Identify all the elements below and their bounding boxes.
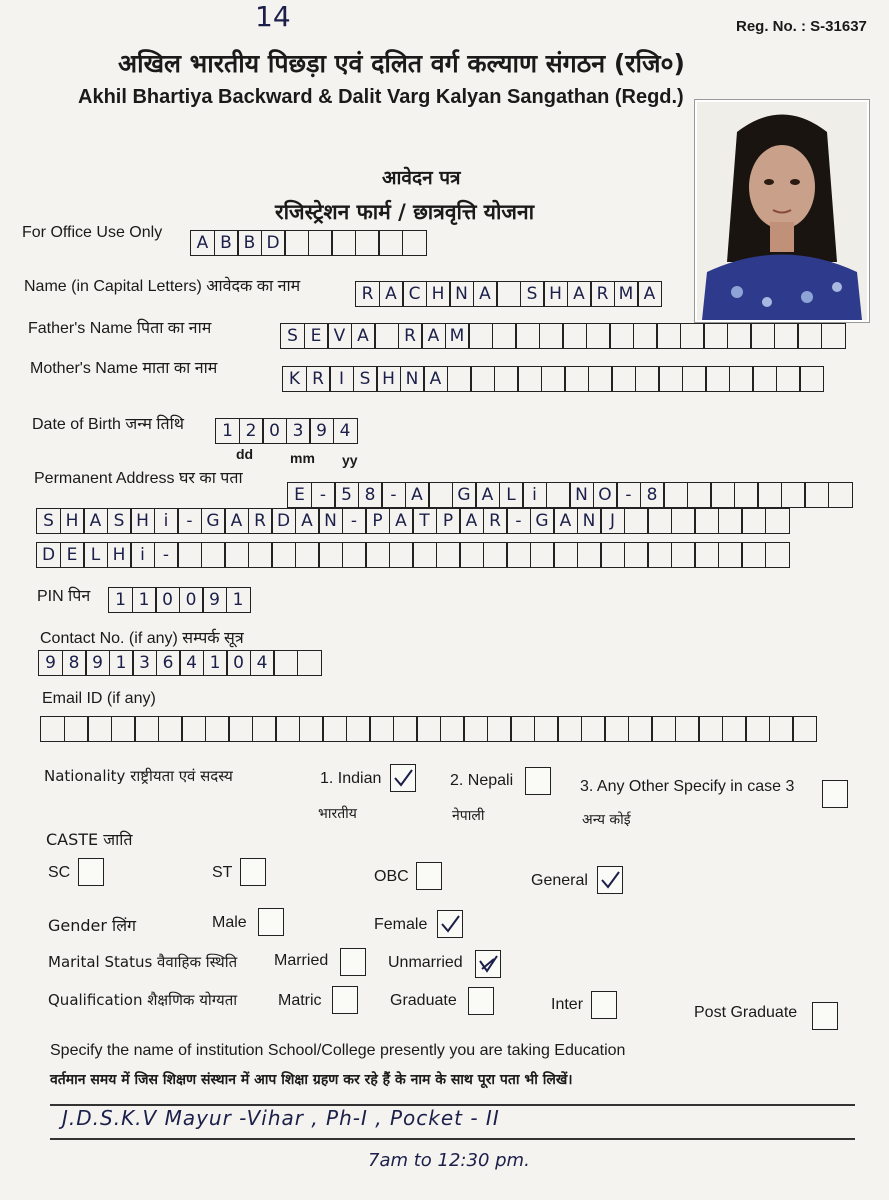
character-cell[interactable] xyxy=(365,542,390,568)
character-cell[interactable]: R xyxy=(355,281,380,307)
marital-married-label: Married xyxy=(274,952,329,969)
institution-timing-value[interactable]: 7am to 12:30 pm. xyxy=(368,1150,530,1171)
character-cell[interactable] xyxy=(322,716,347,742)
character-cell[interactable]: S xyxy=(520,281,545,307)
nationality-nepali-hindi: नेपाली xyxy=(452,808,485,824)
top-handwritten-mark: 14 xyxy=(255,0,291,33)
organization-name-english: Akhil Bhartiya Backward & Dalit Varg Kalyan Sangathan (Regd.) xyxy=(78,86,684,108)
character-cell[interactable] xyxy=(757,482,782,508)
character-cell[interactable]: 4 xyxy=(333,418,358,444)
character-cell[interactable]: A xyxy=(379,281,404,307)
character-cell[interactable]: A xyxy=(459,508,484,534)
qualification-label: Qualification शैक्षणिक योग्यता xyxy=(48,991,238,1009)
character-cell[interactable]: H xyxy=(130,508,155,534)
character-cell[interactable] xyxy=(727,323,752,349)
character-cell[interactable]: 8 xyxy=(62,650,87,676)
caste-sc-checkbox[interactable] xyxy=(78,858,104,886)
character-cell[interactable]: V xyxy=(327,323,352,349)
nationality-nepali-label: 2. Nepali xyxy=(450,772,514,789)
character-cell[interactable] xyxy=(440,716,465,742)
character-cell[interactable] xyxy=(492,323,517,349)
character-cell[interactable] xyxy=(718,508,743,534)
character-cell[interactable]: D xyxy=(36,542,61,568)
gender-male-label: Male xyxy=(212,914,247,931)
character-cell[interactable] xyxy=(87,716,112,742)
address-line-1-grid[interactable] xyxy=(287,482,851,508)
character-cell[interactable] xyxy=(600,542,625,568)
character-cell[interactable] xyxy=(663,482,688,508)
character-cell[interactable] xyxy=(346,716,371,742)
character-cell[interactable]: 1 xyxy=(132,587,157,613)
character-cell[interactable] xyxy=(470,366,495,392)
checkmark-icon xyxy=(600,871,620,889)
character-cell[interactable] xyxy=(515,323,540,349)
character-cell[interactable]: i xyxy=(130,542,155,568)
character-cell[interactable] xyxy=(741,508,766,534)
character-cell[interactable] xyxy=(647,542,672,568)
dob-mm-caption: mm xyxy=(290,450,315,466)
character-cell[interactable] xyxy=(821,323,846,349)
character-cell[interactable] xyxy=(299,716,324,742)
character-cell[interactable] xyxy=(611,366,636,392)
character-cell[interactable] xyxy=(374,323,399,349)
character-cell[interactable]: A xyxy=(224,508,249,534)
mother-name-grid[interactable] xyxy=(282,366,823,392)
character-cell[interactable] xyxy=(765,508,790,534)
character-cell[interactable] xyxy=(201,542,226,568)
address-line-3-grid[interactable] xyxy=(36,542,788,568)
character-cell[interactable]: 3 xyxy=(132,650,157,676)
marital-unmarried-label: Unmarried xyxy=(388,954,463,971)
character-cell[interactable] xyxy=(604,716,629,742)
character-cell[interactable]: - xyxy=(342,508,367,534)
character-cell[interactable]: 5 xyxy=(334,482,359,508)
character-cell[interactable] xyxy=(181,716,206,742)
qualification-matric-label: Matric xyxy=(278,992,322,1009)
character-cell[interactable]: 1 xyxy=(108,587,133,613)
character-cell[interactable]: C xyxy=(402,281,427,307)
character-cell[interactable] xyxy=(534,716,559,742)
character-cell[interactable]: B xyxy=(214,230,239,256)
character-cell[interactable] xyxy=(496,281,521,307)
character-cell[interactable] xyxy=(271,542,296,568)
nationality-indian-checkbox[interactable] xyxy=(390,764,416,792)
character-cell[interactable]: 6 xyxy=(156,650,181,676)
character-cell[interactable]: P xyxy=(365,508,390,534)
qualification-inter-label: Inter xyxy=(551,996,584,1013)
character-cell[interactable] xyxy=(671,542,696,568)
checkmark-icon xyxy=(440,915,460,933)
organization-name-hindi: अखिल भारतीय पिछड़ा एवं दलित वर्ग कल्याण संगठन (रजि०) xyxy=(118,49,685,78)
character-cell[interactable]: 4 xyxy=(179,650,204,676)
character-cell[interactable] xyxy=(694,542,719,568)
character-cell[interactable]: - xyxy=(381,482,406,508)
character-cell[interactable] xyxy=(675,716,700,742)
father-name-label: Father's Name पिता का नाम xyxy=(28,320,212,337)
character-cell[interactable]: P xyxy=(436,508,461,534)
registration-number: Reg. No. : S-31637 xyxy=(736,18,867,35)
character-cell[interactable]: S xyxy=(353,366,378,392)
character-cell[interactable] xyxy=(792,716,817,742)
character-cell[interactable] xyxy=(402,230,427,256)
character-cell[interactable]: 0 xyxy=(226,650,251,676)
character-cell[interactable]: M xyxy=(614,281,639,307)
character-cell[interactable]: A xyxy=(423,366,448,392)
qualification-graduate-label: Graduate xyxy=(390,992,457,1009)
character-cell[interactable] xyxy=(635,366,660,392)
character-cell[interactable] xyxy=(506,542,531,568)
email-label: Email ID (if any) xyxy=(42,690,156,707)
character-cell[interactable]: H xyxy=(376,366,401,392)
character-cell[interactable]: 8 xyxy=(358,482,383,508)
caste-general-label: General xyxy=(531,872,588,889)
character-cell[interactable]: - xyxy=(311,482,336,508)
character-cell[interactable] xyxy=(671,508,696,534)
character-cell[interactable]: S xyxy=(280,323,305,349)
qualification-post-graduate-label: Post Graduate xyxy=(694,1004,798,1021)
character-cell[interactable] xyxy=(487,716,512,742)
character-cell[interactable] xyxy=(752,366,777,392)
character-cell[interactable]: A xyxy=(190,230,215,256)
character-cell[interactable] xyxy=(828,482,853,508)
character-cell[interactable] xyxy=(687,482,712,508)
caste-general-checkbox[interactable] xyxy=(597,866,623,894)
character-cell[interactable] xyxy=(273,650,298,676)
character-cell[interactable] xyxy=(295,542,320,568)
character-cell[interactable] xyxy=(562,323,587,349)
character-cell[interactable] xyxy=(609,323,634,349)
mother-name-label: Mother's Name माता का नाम xyxy=(30,360,218,377)
nationality-other-checkbox[interactable] xyxy=(822,780,848,808)
character-cell[interactable] xyxy=(436,542,461,568)
character-cell[interactable] xyxy=(510,716,535,742)
character-cell[interactable] xyxy=(718,542,743,568)
form-subtitle: रजिस्ट्रेशन फार्म / छात्रवृत्ति योजना xyxy=(275,200,535,224)
character-cell[interactable] xyxy=(158,716,183,742)
character-cell[interactable]: 9 xyxy=(38,650,63,676)
character-cell[interactable]: T xyxy=(412,508,437,534)
character-cell[interactable] xyxy=(64,716,89,742)
character-cell[interactable]: A xyxy=(553,508,578,534)
character-cell[interactable] xyxy=(177,542,202,568)
character-cell[interactable]: B xyxy=(237,230,262,256)
gender-label: Gender लिंग xyxy=(48,916,137,935)
address-line-2-grid[interactable] xyxy=(36,508,788,534)
character-cell[interactable]: 0 xyxy=(179,587,204,613)
character-cell[interactable] xyxy=(331,230,356,256)
character-cell[interactable]: A xyxy=(473,281,498,307)
character-cell[interactable]: - xyxy=(177,508,202,534)
form-title: आवेदन पत्र xyxy=(382,167,461,189)
dob-label: Date of Birth जन्म तिथि xyxy=(32,416,184,433)
character-cell[interactable]: - xyxy=(616,482,641,508)
gender-female-checkbox[interactable] xyxy=(437,910,463,938)
character-cell[interactable]: R xyxy=(398,323,423,349)
caste-sc-label: SC xyxy=(48,864,71,881)
character-cell[interactable] xyxy=(111,716,136,742)
character-cell[interactable] xyxy=(459,542,484,568)
dob-grid[interactable] xyxy=(215,418,356,444)
institution-label-english: Specify the name of institution School/College presently you are taking Education xyxy=(50,1042,626,1059)
character-cell[interactable]: N xyxy=(449,281,474,307)
caste-st-checkbox[interactable] xyxy=(240,858,266,886)
character-cell[interactable] xyxy=(369,716,394,742)
character-cell[interactable]: G xyxy=(452,482,477,508)
institution-line-bottom xyxy=(50,1138,855,1140)
character-cell[interactable]: A xyxy=(295,508,320,534)
dob-dd-caption: dd xyxy=(236,446,254,462)
character-cell[interactable]: 2 xyxy=(239,418,264,444)
character-cell[interactable] xyxy=(275,716,300,742)
character-cell[interactable] xyxy=(342,542,367,568)
character-cell[interactable] xyxy=(633,323,658,349)
character-cell[interactable] xyxy=(205,716,230,742)
character-cell[interactable]: H xyxy=(543,281,568,307)
contact-grid[interactable] xyxy=(38,650,320,676)
character-cell[interactable] xyxy=(703,323,728,349)
character-cell[interactable] xyxy=(228,716,253,742)
character-cell[interactable] xyxy=(750,323,775,349)
nationality-other-label: 3. Any Other Specify in case 3 xyxy=(580,778,795,795)
character-cell[interactable] xyxy=(799,366,824,392)
qualification-inter-checkbox[interactable] xyxy=(591,991,617,1019)
character-cell[interactable] xyxy=(651,716,676,742)
office-use-label: For Office Use Only xyxy=(22,224,163,241)
character-cell[interactable] xyxy=(248,542,273,568)
character-cell[interactable] xyxy=(682,366,707,392)
character-cell[interactable] xyxy=(494,366,519,392)
character-cell[interactable] xyxy=(564,366,589,392)
character-cell[interactable] xyxy=(781,482,806,508)
marital-label: Marital Status वैवाहिक स्थिति xyxy=(48,953,238,971)
character-cell[interactable] xyxy=(393,716,418,742)
character-cell[interactable] xyxy=(428,482,453,508)
character-cell[interactable] xyxy=(468,323,493,349)
character-cell[interactable]: 4 xyxy=(250,650,275,676)
qualification-post-graduate-checkbox[interactable] xyxy=(812,1002,838,1030)
character-cell[interactable] xyxy=(581,716,606,742)
character-cell[interactable]: K xyxy=(282,366,307,392)
character-cell[interactable] xyxy=(588,366,613,392)
character-cell[interactable] xyxy=(628,716,653,742)
character-cell[interactable] xyxy=(705,366,730,392)
character-cell[interactable]: 0 xyxy=(155,587,180,613)
character-cell[interactable] xyxy=(734,482,759,508)
gender-male-checkbox[interactable] xyxy=(258,908,284,936)
qualification-graduate-checkbox[interactable] xyxy=(468,987,494,1015)
character-cell[interactable] xyxy=(710,482,735,508)
character-cell[interactable]: A xyxy=(421,323,446,349)
character-cell[interactable]: D xyxy=(261,230,286,256)
character-cell[interactable]: 1 xyxy=(109,650,134,676)
character-cell[interactable]: G xyxy=(530,508,555,534)
character-cell[interactable] xyxy=(797,323,822,349)
character-cell[interactable] xyxy=(577,542,602,568)
character-cell[interactable]: L xyxy=(499,482,524,508)
character-cell[interactable] xyxy=(389,542,414,568)
character-cell[interactable] xyxy=(318,542,343,568)
character-cell[interactable]: D xyxy=(271,508,296,534)
character-cell[interactable]: A xyxy=(389,508,414,534)
character-cell[interactable]: E xyxy=(287,482,312,508)
character-cell[interactable]: E xyxy=(60,542,85,568)
character-cell[interactable]: A xyxy=(83,508,108,534)
character-cell[interactable]: N xyxy=(577,508,602,534)
office-use-grid[interactable] xyxy=(190,230,425,256)
character-cell[interactable] xyxy=(586,323,611,349)
applicant-photo xyxy=(695,100,869,322)
character-cell[interactable]: S xyxy=(36,508,61,534)
checkmark-icon xyxy=(478,955,498,973)
character-cell[interactable]: O xyxy=(593,482,618,508)
character-cell[interactable]: E xyxy=(304,323,329,349)
character-cell[interactable] xyxy=(745,716,770,742)
character-cell[interactable]: N xyxy=(400,366,425,392)
character-cell[interactable]: A xyxy=(567,281,592,307)
character-cell[interactable]: 9 xyxy=(85,650,110,676)
character-cell[interactable] xyxy=(412,542,437,568)
character-cell[interactable]: A xyxy=(475,482,500,508)
marital-unmarried-checkbox[interactable] xyxy=(475,950,501,978)
character-cell[interactable]: H xyxy=(107,542,132,568)
character-cell[interactable]: - xyxy=(506,508,531,534)
pin-label: PIN पिन xyxy=(37,588,91,605)
character-cell[interactable]: 1 xyxy=(203,650,228,676)
character-cell[interactable] xyxy=(463,716,488,742)
character-cell[interactable] xyxy=(355,230,380,256)
character-cell[interactable]: i xyxy=(154,508,179,534)
qualification-matric-checkbox[interactable] xyxy=(332,986,358,1014)
character-cell[interactable] xyxy=(224,542,249,568)
character-cell[interactable] xyxy=(658,366,683,392)
character-cell[interactable]: 1 xyxy=(226,587,251,613)
character-cell[interactable]: J xyxy=(600,508,625,534)
character-cell[interactable] xyxy=(624,508,649,534)
character-cell[interactable]: H xyxy=(60,508,85,534)
character-cell[interactable] xyxy=(546,482,571,508)
character-cell[interactable] xyxy=(656,323,681,349)
character-cell[interactable]: S xyxy=(107,508,132,534)
character-cell[interactable]: A xyxy=(637,281,662,307)
nationality-indian-hindi: भारतीय xyxy=(318,806,357,822)
character-cell[interactable] xyxy=(297,650,322,676)
character-cell[interactable] xyxy=(541,366,566,392)
character-cell[interactable] xyxy=(680,323,705,349)
character-cell[interactable] xyxy=(741,542,766,568)
character-cell[interactable]: R xyxy=(483,508,508,534)
character-cell[interactable]: I xyxy=(329,366,354,392)
character-cell[interactable]: A xyxy=(405,482,430,508)
character-cell[interactable]: 1 xyxy=(215,418,240,444)
nationality-label: Nationality राष्ट्रीयता एवं सदस्य xyxy=(44,767,233,785)
character-cell[interactable] xyxy=(698,716,723,742)
contact-label: Contact No. (if any) सम्पर्क सूत्र xyxy=(40,630,244,647)
character-cell[interactable]: M xyxy=(445,323,470,349)
character-cell[interactable] xyxy=(722,716,747,742)
character-cell[interactable] xyxy=(517,366,542,392)
character-cell[interactable] xyxy=(539,323,564,349)
nationality-other-hindi: अन्य कोई xyxy=(582,812,631,828)
character-cell[interactable] xyxy=(483,542,508,568)
caste-obc-label: OBC xyxy=(374,868,409,885)
character-cell[interactable] xyxy=(134,716,159,742)
email-grid[interactable] xyxy=(40,716,816,742)
name-grid[interactable] xyxy=(355,281,661,307)
character-cell[interactable]: 3 xyxy=(286,418,311,444)
character-cell[interactable]: G xyxy=(201,508,226,534)
dob-yy-caption: yy xyxy=(342,452,358,468)
character-cell[interactable]: N xyxy=(569,482,594,508)
character-cell[interactable] xyxy=(530,542,555,568)
caste-obc-checkbox[interactable] xyxy=(416,862,442,890)
character-cell[interactable]: R xyxy=(248,508,273,534)
character-cell[interactable]: L xyxy=(83,542,108,568)
character-cell[interactable] xyxy=(729,366,754,392)
character-cell[interactable]: 9 xyxy=(309,418,334,444)
character-cell[interactable]: A xyxy=(351,323,376,349)
character-cell[interactable] xyxy=(308,230,333,256)
marital-married-checkbox[interactable] xyxy=(340,948,366,976)
character-cell[interactable] xyxy=(804,482,829,508)
address-label: Permanent Address घर का पता xyxy=(34,470,243,487)
character-cell[interactable] xyxy=(557,716,582,742)
name-label: Name (in Capital Letters) आवेदक का नाम xyxy=(24,278,301,295)
character-cell[interactable] xyxy=(647,508,672,534)
character-cell[interactable] xyxy=(40,716,65,742)
checkmark-icon xyxy=(393,769,413,787)
character-cell[interactable] xyxy=(252,716,277,742)
character-cell[interactable] xyxy=(765,542,790,568)
nationality-indian-label: 1. Indian xyxy=(320,770,382,787)
character-cell[interactable]: i xyxy=(522,482,547,508)
character-cell[interactable] xyxy=(284,230,309,256)
caste-label: CASTE जाति xyxy=(46,830,133,849)
character-cell[interactable] xyxy=(378,230,403,256)
nationality-nepali-checkbox[interactable] xyxy=(525,767,551,795)
institution-name-value[interactable]: J.D.S.K.V Mayur -Vihar , Ph-I , Pocket - II xyxy=(62,1106,500,1130)
institution-label-hindi: वर्तमान समय में जिस शिक्षण संस्थान में आप शिक्षा ग्रहण कर रहे हैं के नाम के साथ पूरा पता भी लिखें। xyxy=(50,1072,573,1088)
character-cell[interactable]: N xyxy=(318,508,343,534)
character-cell[interactable]: R xyxy=(306,366,331,392)
character-cell[interactable]: R xyxy=(590,281,615,307)
pin-grid[interactable] xyxy=(108,587,249,613)
character-cell[interactable]: 0 xyxy=(262,418,287,444)
character-cell[interactable] xyxy=(776,366,801,392)
character-cell[interactable]: H xyxy=(426,281,451,307)
character-cell[interactable] xyxy=(416,716,441,742)
character-cell[interactable]: - xyxy=(154,542,179,568)
character-cell[interactable] xyxy=(769,716,794,742)
character-cell[interactable] xyxy=(553,542,578,568)
father-name-grid[interactable] xyxy=(280,323,844,349)
character-cell[interactable] xyxy=(774,323,799,349)
character-cell[interactable] xyxy=(694,508,719,534)
character-cell[interactable]: 8 xyxy=(640,482,665,508)
gender-female-label: Female xyxy=(374,916,428,933)
caste-st-label: ST xyxy=(212,864,233,881)
character-cell[interactable]: 9 xyxy=(202,587,227,613)
character-cell[interactable] xyxy=(447,366,472,392)
character-cell[interactable] xyxy=(624,542,649,568)
